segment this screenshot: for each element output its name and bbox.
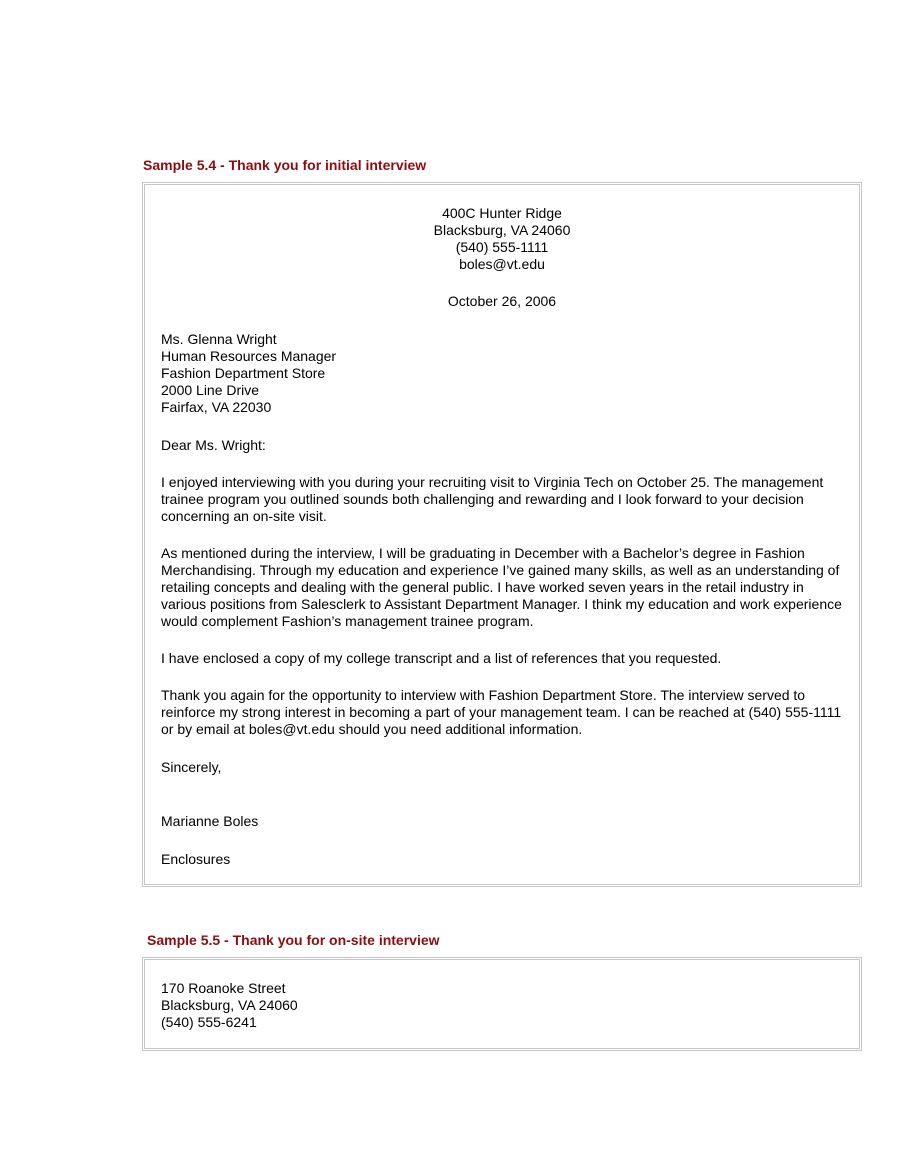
- letter-box-5-4: [142, 182, 862, 887]
- letter-date: October 26, 2006: [447, 293, 557, 309]
- letter-paragraph: I enjoyed interviewing with you during your recruiting visit to Virginia Tech on October 25. The management trainee program you outlined sounds both challenging and rewarding and I look forward to your decision concerning an on-site visit.: [161, 474, 824, 524]
- recipient-line: Ms. Glenna Wright: [161, 331, 277, 347]
- letter-paragraph: Thank you again for the opportunity to interview with Fashion Department Store. The interview served to reinforce my strong interest in becoming a part of your management team. I can be reached at (540) 555-1111 or by email at boles@vt.edu should you need additional information.: [161, 687, 842, 737]
- signature-name: Marianne Boles: [161, 813, 259, 829]
- sender-line: 400C Hunter Ridge: [442, 205, 562, 221]
- sender-line: Blacksburg, VA 24060: [433, 222, 571, 238]
- recipient-line: 2000 Line Drive: [161, 382, 260, 398]
- sender-line: 170 Roanoke Street: [161, 980, 286, 996]
- sender-email: boles@vt.edu: [459, 256, 545, 272]
- letter-paragraph: As mentioned during the interview, I will be graduating in December with a Bachelor’s degree in Fashion Merchandising. Through my education and experience I’ve gained many skills, as well as an understanding of retailing concepts and dealing with the general public. I have worked seven years in the retail industry in various positions from Salesclerk to Assistant Department Manager. I think my education and work experience would complement Fashion’s management trainee program.: [161, 545, 842, 629]
- recipient-address: [161, 331, 843, 416]
- recipient-line: Fairfax, VA 22030: [161, 399, 272, 415]
- sender-address: [161, 205, 843, 273]
- recipient-line: Fashion Department Store: [161, 365, 326, 381]
- recipient-line: Human Resources Manager: [161, 348, 337, 364]
- letter-paragraph: I have enclosed a copy of my college transcript and a list of references that you requested.: [161, 650, 722, 666]
- sample-heading-5-5: Sample 5.5 - Thank you for on-site interview: [147, 932, 440, 948]
- sender-line: Blacksburg, VA 24060: [161, 997, 298, 1013]
- sender-line: (540) 555-1111: [455, 239, 549, 255]
- closing: Sincerely,: [161, 759, 222, 775]
- sample-heading-5-4: Sample 5.4 - Thank you for initial interview: [143, 157, 427, 173]
- letter-box-5-5: [142, 957, 862, 1051]
- salutation: Dear Ms. Wright:: [161, 437, 266, 453]
- sender-line: (540) 555-6241: [161, 1014, 257, 1030]
- enclosures: Enclosures: [161, 851, 231, 867]
